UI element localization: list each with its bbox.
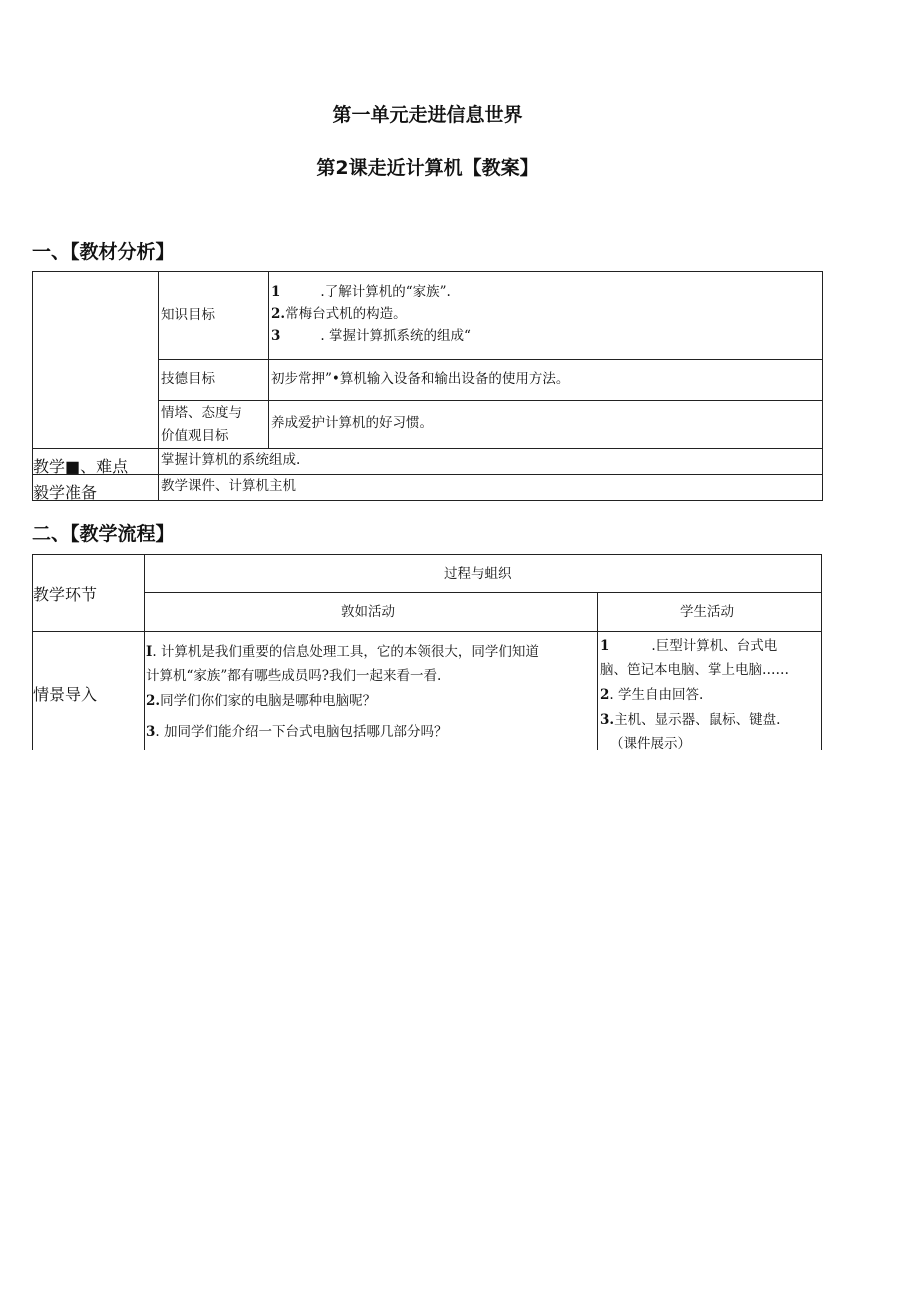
student-activity-line: 2. 学生自由回答. xyxy=(600,687,704,703)
table-border xyxy=(32,271,823,272)
preparation-label: 毅学准备 xyxy=(33,483,98,502)
table-border xyxy=(32,448,823,449)
column-header-student: 学生活动 xyxy=(680,604,734,620)
teacher-activity-line: 计算机“家族”都有哪些成员吗?我们一起来看一看. xyxy=(146,668,442,684)
knowledge-goal-label: 知识目标 xyxy=(161,307,215,323)
table-border xyxy=(32,631,822,632)
skill-goal-label: 技德目标 xyxy=(161,371,215,387)
preparation-text: 教学课件、计算机主机 xyxy=(161,478,296,494)
teacher-activity-line: I. 计算机是我们重要的信息处理工具，它的本领很大，同学们知道 xyxy=(146,644,539,660)
lesson-title: 第2课走近计算机【教案】 xyxy=(316,157,539,179)
table-border xyxy=(32,500,823,501)
column-header-process: 过程与蛆织 xyxy=(444,566,512,582)
emotion-goal-text: 养成爱护计算机的好习惯。 xyxy=(271,415,433,431)
column-header-teacher: 敦如活动 xyxy=(341,604,395,620)
emotion-goal-label: 情塔、态度与 xyxy=(161,405,242,421)
table-border xyxy=(821,554,822,750)
knowledge-goal-item: 3 . 掌握计算抓系统的组成“ xyxy=(271,328,471,344)
stage-cell: 情景导入 xyxy=(33,685,98,704)
skill-goal-text: 初步常押”•算机输入设备和输出设备的使用方法。 xyxy=(271,371,570,387)
student-activity-line: 1 .巨型计算机、台式电 xyxy=(600,638,778,654)
table-border xyxy=(32,554,822,555)
table-border xyxy=(822,271,823,501)
key-points-label: 教学■、难点 xyxy=(33,457,129,476)
table-border xyxy=(144,554,145,750)
table-border xyxy=(158,271,159,501)
table-border xyxy=(158,359,823,360)
table-border xyxy=(268,271,269,449)
table-border xyxy=(597,592,598,750)
teacher-activity-line: 2.同学们你们家的电脑是哪种电脑呢？ xyxy=(146,693,377,709)
table-border xyxy=(32,474,823,475)
section-heading-analysis: 一、【教材分析】 xyxy=(32,241,175,263)
knowledge-goal-item: 1 .了解计算机的“家族”. xyxy=(271,284,451,300)
unit-title: 第一单元走进信息世界 xyxy=(332,104,523,126)
table-border xyxy=(144,592,822,593)
teacher-activity-line: 3. 加同学们能介绍一下台式电脑包括哪几部分吗？ xyxy=(146,724,448,740)
student-activity-line: 脑、笆记本电脑、掌上电脑…… xyxy=(600,662,789,678)
student-activity-line: 3.主机、显示器、鼠标、键盘. xyxy=(600,712,781,728)
knowledge-goal-item: 2.常梅台式机的构造。 xyxy=(271,306,407,322)
emotion-goal-label: 价值观目标 xyxy=(161,428,229,444)
section-heading-process: 二、【教学流程】 xyxy=(32,523,175,545)
key-points-text: 掌握计算机的系统组成. xyxy=(161,452,301,468)
column-header-stage: 教学环节 xyxy=(33,585,98,604)
table-border xyxy=(158,400,823,401)
student-activity-line: （课件展示） xyxy=(610,736,691,752)
